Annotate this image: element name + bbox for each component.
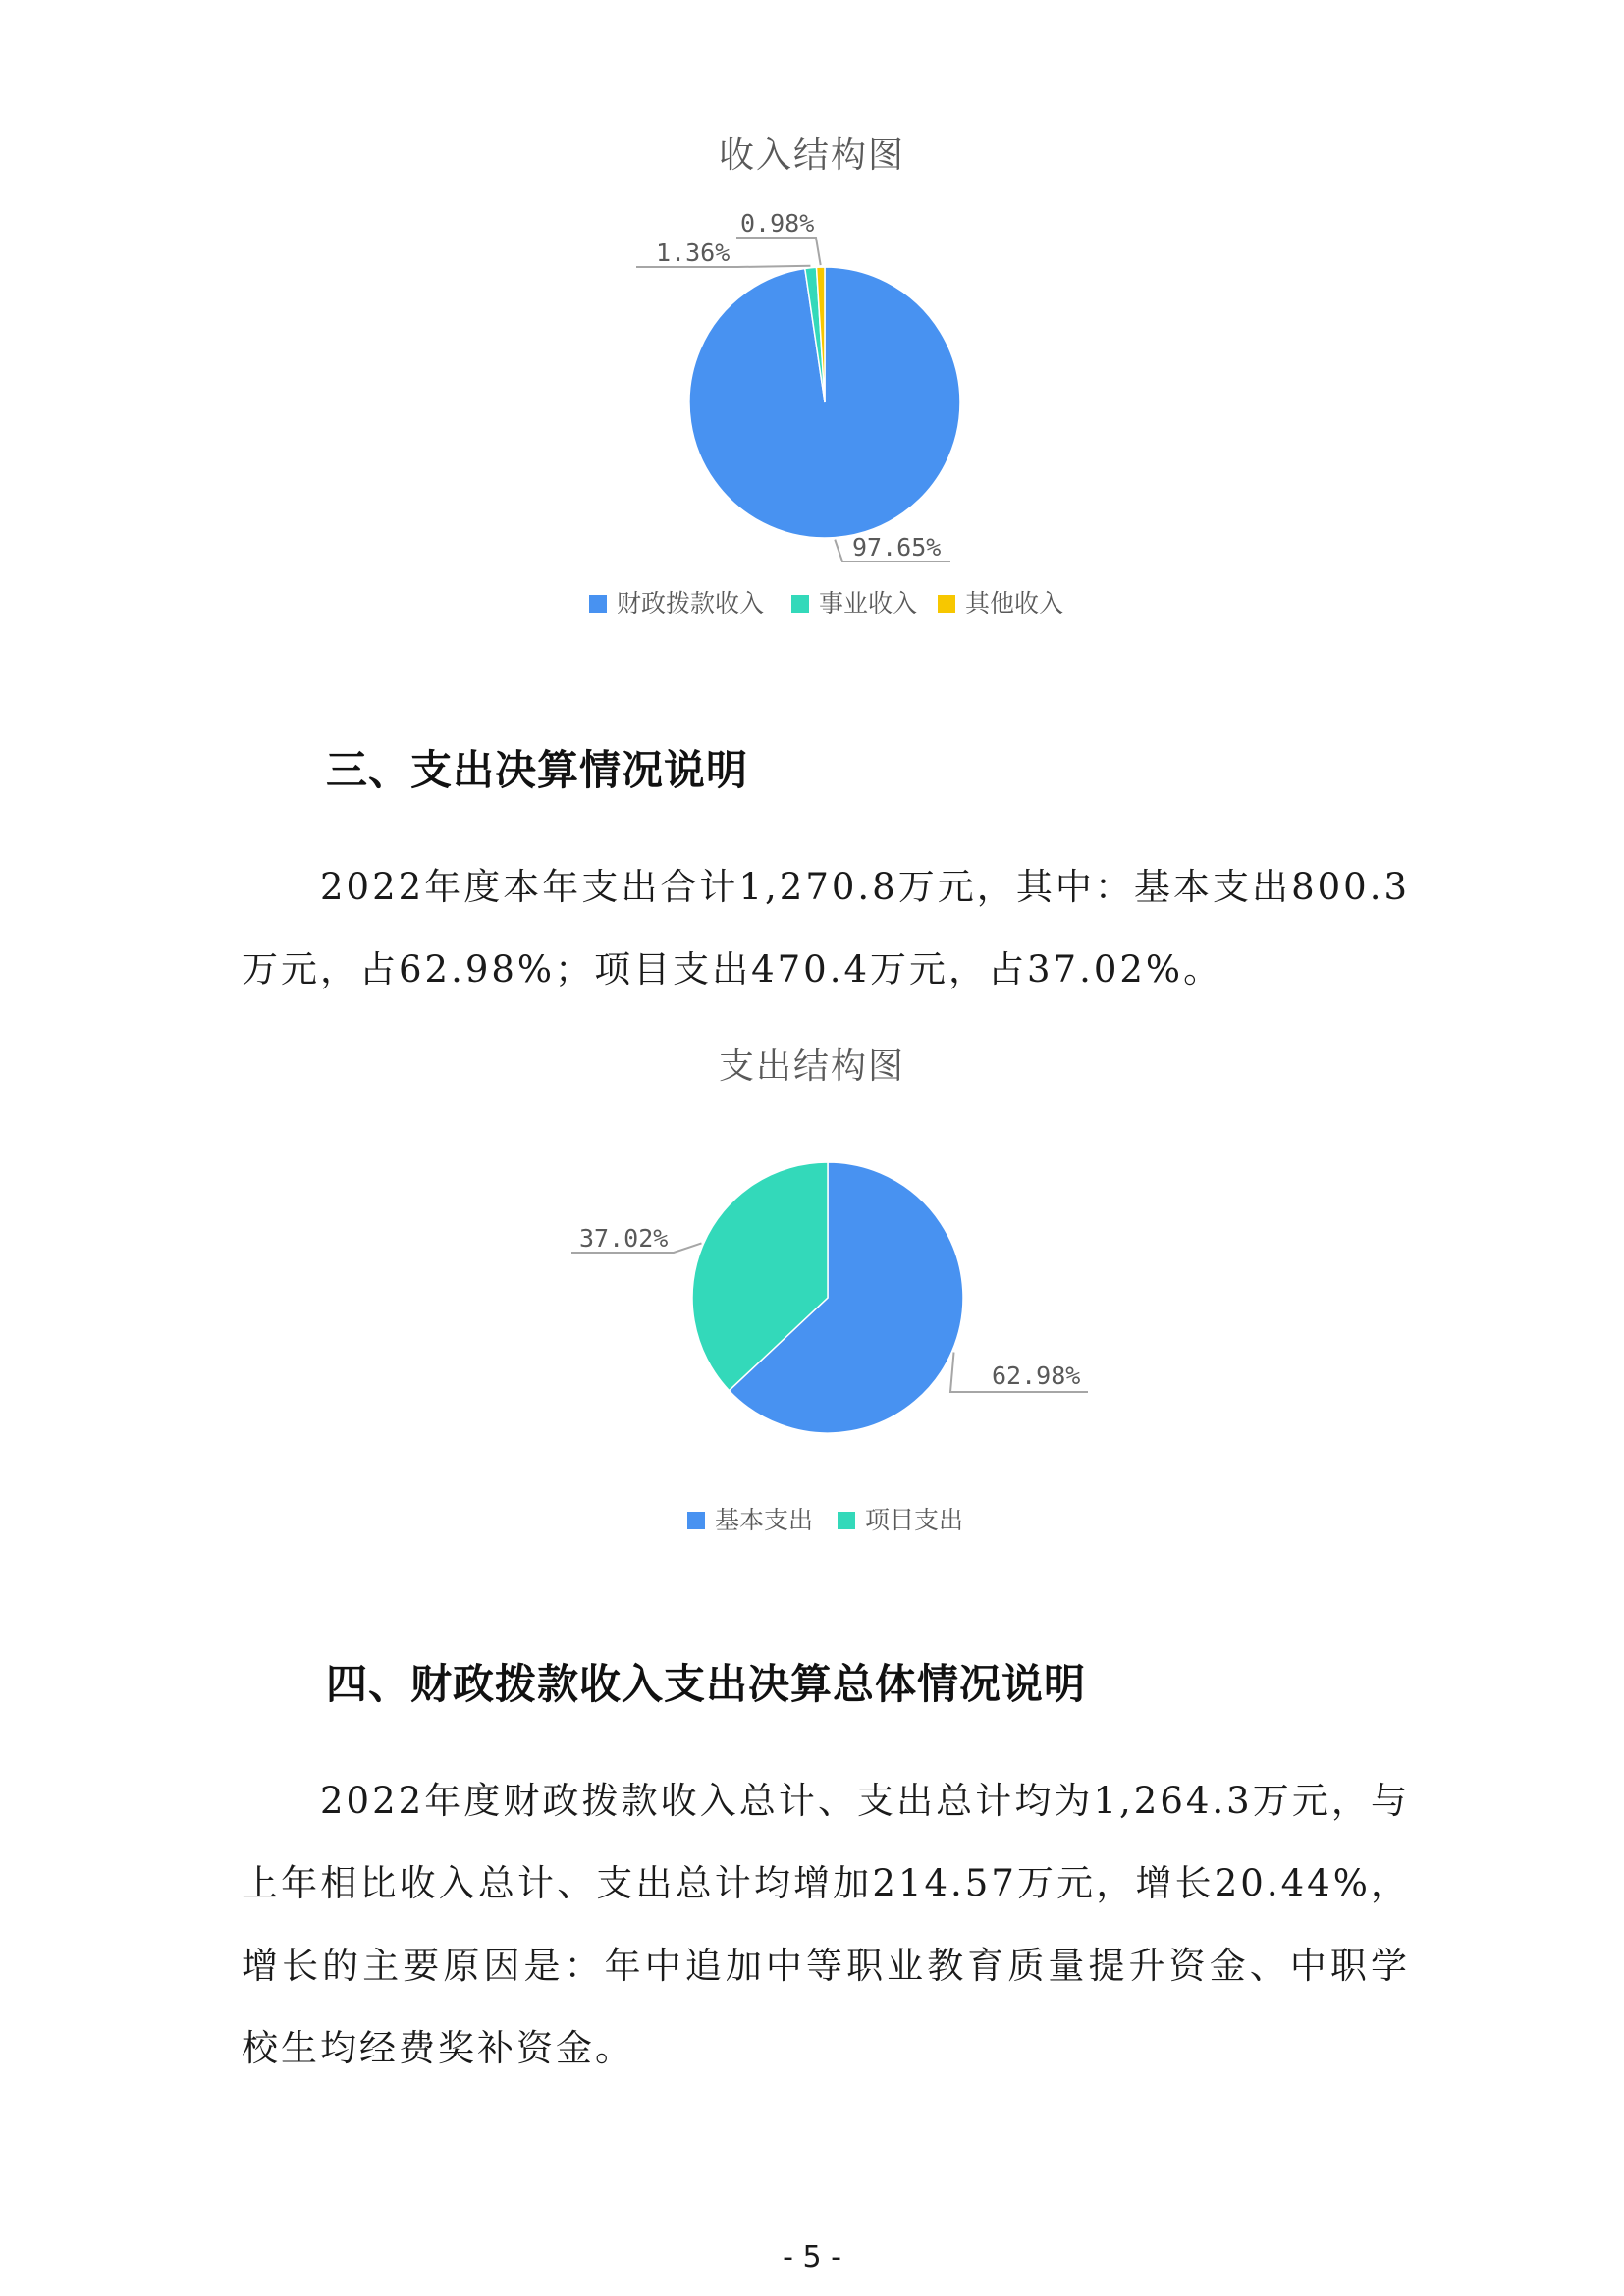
legend-swatch-0 [687, 1512, 705, 1529]
data-label-1: 1.36% [656, 239, 731, 267]
data-label-0: 97.65% [852, 533, 942, 561]
leader-line-2 [736, 238, 821, 265]
income-chart-title: 收入结构图 [718, 135, 905, 176]
page-number: - 5 - [783, 2240, 841, 2274]
data-label-1: 37.02% [579, 1224, 669, 1253]
legend-swatch-0 [589, 595, 607, 613]
legend-label-2: 其他收入 [965, 589, 1064, 617]
section-4-paragraph: 2022年度财政拨款收入总计、支出总计均为1,264.3万元，与上年相比收入总计、支出总计均增加214.57万元，增长20.44%，增长的主要原因是：年中追加中等职业教育质量提升资金、中职学校生均经费奖补资金。 [242, 1780, 1410, 2069]
section-3-paragraph: 2022年度本年支出合计1,270.8万元，其中：基本支出800.3万元，占62.98%；项目支出470.4万元，占37.02%。 [242, 866, 1410, 990]
section-3-heading: 三、支出决算情况说明 [326, 746, 749, 794]
income-pie-chart [0, 209, 1624, 628]
legend-swatch-1 [838, 1512, 855, 1529]
section-4-heading: 四、财政拨款收入支出决算总体情况说明 [326, 1660, 1087, 1708]
legend-label-1: 事业收入 [819, 589, 918, 617]
legend-swatch-1 [791, 595, 809, 613]
data-label-0: 62.98% [992, 1362, 1081, 1390]
expenditure-chart-title: 支出结构图 [718, 1046, 905, 1087]
data-label-2: 0.98% [740, 209, 815, 238]
expenditure-pie-chart [0, 1158, 1624, 1551]
legend-swatch-2 [938, 595, 955, 613]
legend-label-0: 财政拨款收入 [617, 589, 765, 617]
legend-label-1: 项目支出 [865, 1506, 964, 1534]
legend-label-0: 基本支出 [715, 1506, 814, 1534]
